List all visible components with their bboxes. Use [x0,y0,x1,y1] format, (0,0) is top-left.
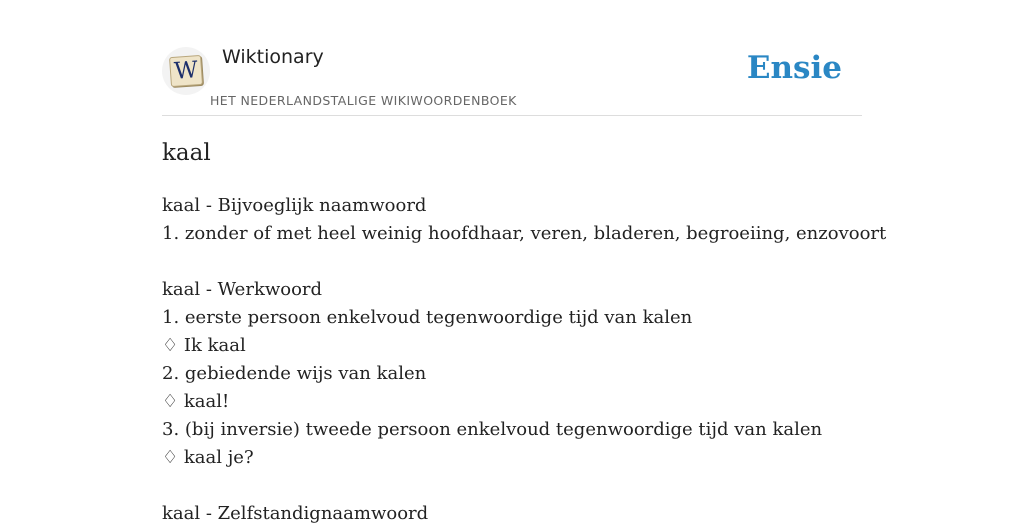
wiktionary-logo[interactable] [162,47,210,95]
example-sentence: ♢ kaal je? [162,447,254,468]
example-sentence: ♢ kaal! [162,391,230,412]
site-header [162,0,862,116]
site-tagline: HET NEDERLANDSTALIGE WIKIWOORDENBOEK [210,93,517,108]
entry-heading: kaal - Zelfstandignaamwoord [162,503,429,524]
site-name[interactable]: Wiktionary [222,46,324,68]
entry-spacer [162,472,862,500]
entry-spacer [162,248,862,276]
entry-heading: kaal - Werkwoord [162,279,323,300]
definition-item: 3. (bij inversie) tweede persoon enkelvoud tegenwoordige tijd van kalen [162,419,823,440]
definition-item: 1. zonder of met heel weinig hoofdhaar, veren, bladeren, begroeiing, enzovoort [162,223,887,244]
logo-tile-icon: W [169,55,203,87]
definition-item: 2. gebiedende wijs van kalen [162,363,427,384]
page-title: kaal [162,140,211,166]
page-container [162,0,887,524]
entry-heading: kaal - Bijvoeglijk naamwoord [162,195,427,216]
ensie-brand-link[interactable]: Ensie [746,50,842,86]
definition-item: 1. eerste persoon enkelvoud tegenwoordige tijd van kalen [162,307,693,328]
definition-list [162,192,887,528]
example-sentence: ♢ Ik kaal [162,335,246,356]
